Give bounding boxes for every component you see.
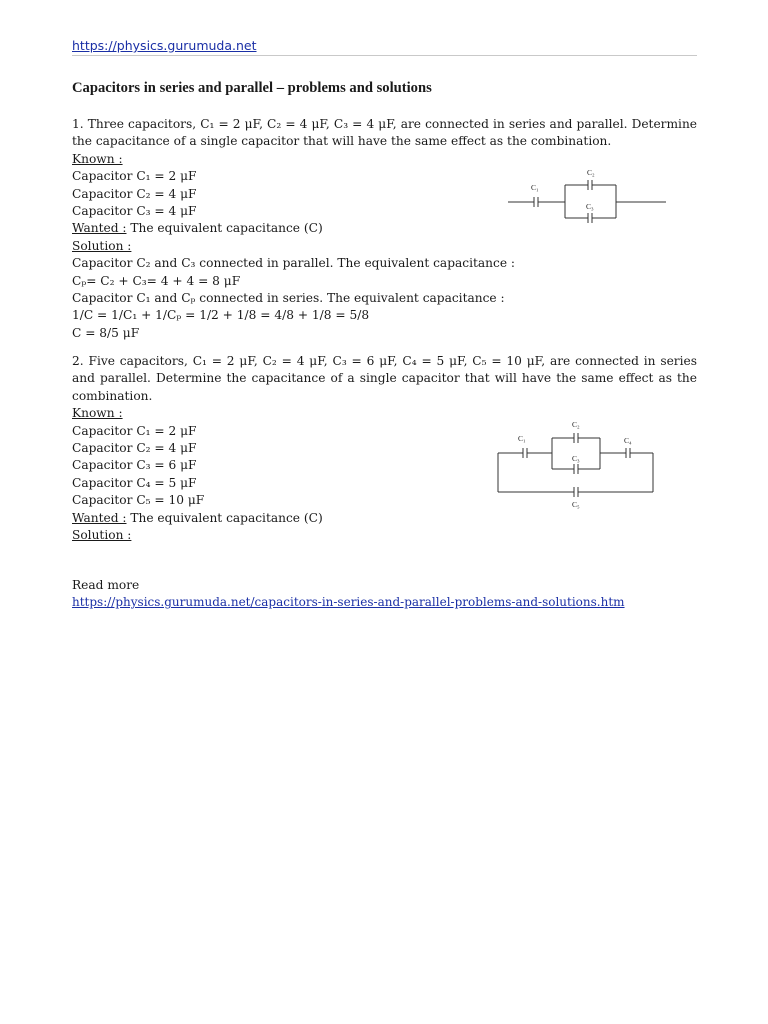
label-c2: C₂: [587, 168, 595, 177]
problem-2-wanted-text: The equivalent capacitance (C): [130, 510, 323, 525]
problem-2-known-label: Known :: [72, 406, 123, 421]
problem-1-solution-step-2: Cₚ= C₂ + C₃= 4 + 4 = 8 μF: [72, 273, 241, 288]
page-title: Capacitors in series and parallel – problems and solutions: [72, 80, 432, 96]
problem-2-known-c2: Capacitor C₂ = 4 μF: [72, 441, 197, 455]
problem-2-solution-label: Solution :: [72, 527, 132, 542]
problem-2-wanted-label: Wanted :: [72, 510, 127, 525]
problem-1: [72, 116, 697, 342]
problem-2-known-c5: Capacitor C₅ = 10 μF: [72, 493, 205, 508]
problem-1-known-c2: Capacitor C₂ = 4 μF: [72, 186, 197, 201]
site-header-link[interactable]: https://physics.gurumuda.net: [72, 38, 257, 53]
label-c5: C₅: [572, 500, 580, 509]
problem-1-statement: [72, 116, 697, 151]
problem-1-known-c3: Capacitor C₃ = 4 μF: [72, 203, 197, 218]
problem-1-wanted-label: Wanted :: [72, 221, 127, 236]
problem-2-known-c4: Capacitor C₄ = 5 μF: [72, 475, 197, 490]
problem-1-statement-text: Three capacitors, C₁ = 2 μF, C₂ = 4 μF, C₃ = 4 μF, are connected in series and parallel. Determine the capacitance of a single capacitor that will have the same effect as the combination.: [72, 117, 698, 149]
label-c4: C₄: [624, 436, 632, 445]
label-c1: C₁: [518, 434, 526, 443]
label-c3: C₃: [586, 202, 594, 211]
header-divider: [72, 55, 697, 56]
problem-2-statement-text: Five capacitors, C₁ = 2 μF, C₂ = 4 μF, C₃ = 6 μF, C₄ = 5 μF, C₅ = 10 μF, are connected in series and parallel. Determine the capacitance of a single capacitor that will have the same effect as the combination.: [72, 354, 697, 403]
problem-1-solution-step-1: Capacitor C₂ and C₃ connected in parallel. The equivalent capacitance :: [72, 256, 516, 271]
problem-1-solution-label: Solution :: [72, 238, 132, 253]
read-more-section: [72, 577, 697, 612]
circuit-diagram-1: [508, 164, 670, 224]
read-more-link[interactable]: https://physics.gurumuda.net/capacitors-in-series-and-parallel-problems-and-solutions.htm: [72, 595, 625, 610]
read-more-label: Read more: [72, 578, 140, 592]
problem-1-number: 1.: [72, 117, 84, 131]
problem-1-solution-step-4: 1/C = 1/C₁ + 1/Cₚ = 1/2 + 1/8 = 4/8 + 1/8 = 5/8: [72, 308, 370, 323]
circuit-diagram-2: [496, 419, 658, 513]
label-c2: C₂: [572, 420, 580, 429]
problem-1-wanted-text: The equivalent capacitance (C): [130, 221, 323, 236]
problem-1-known-label: Known :: [72, 151, 123, 166]
problem-1-known-c1: Capacitor C₁ = 2 μF: [72, 169, 197, 184]
problem-2-statement: [72, 353, 697, 405]
problem-2-number: 2.: [72, 354, 84, 368]
label-c1: C₁: [531, 183, 539, 192]
problem-1-solution-step-5: C = 8/5 μF: [72, 325, 140, 340]
label-c3: C₃: [572, 454, 580, 463]
problem-1-solution-step-3: Capacitor C₁ and Cₚ connected in series. The equivalent capacitance :: [72, 290, 505, 305]
problem-2-known-c1: Capacitor C₁ = 2 μF: [72, 423, 197, 438]
problem-2-known-c3: Capacitor C₃ = 6 μF: [72, 458, 197, 473]
